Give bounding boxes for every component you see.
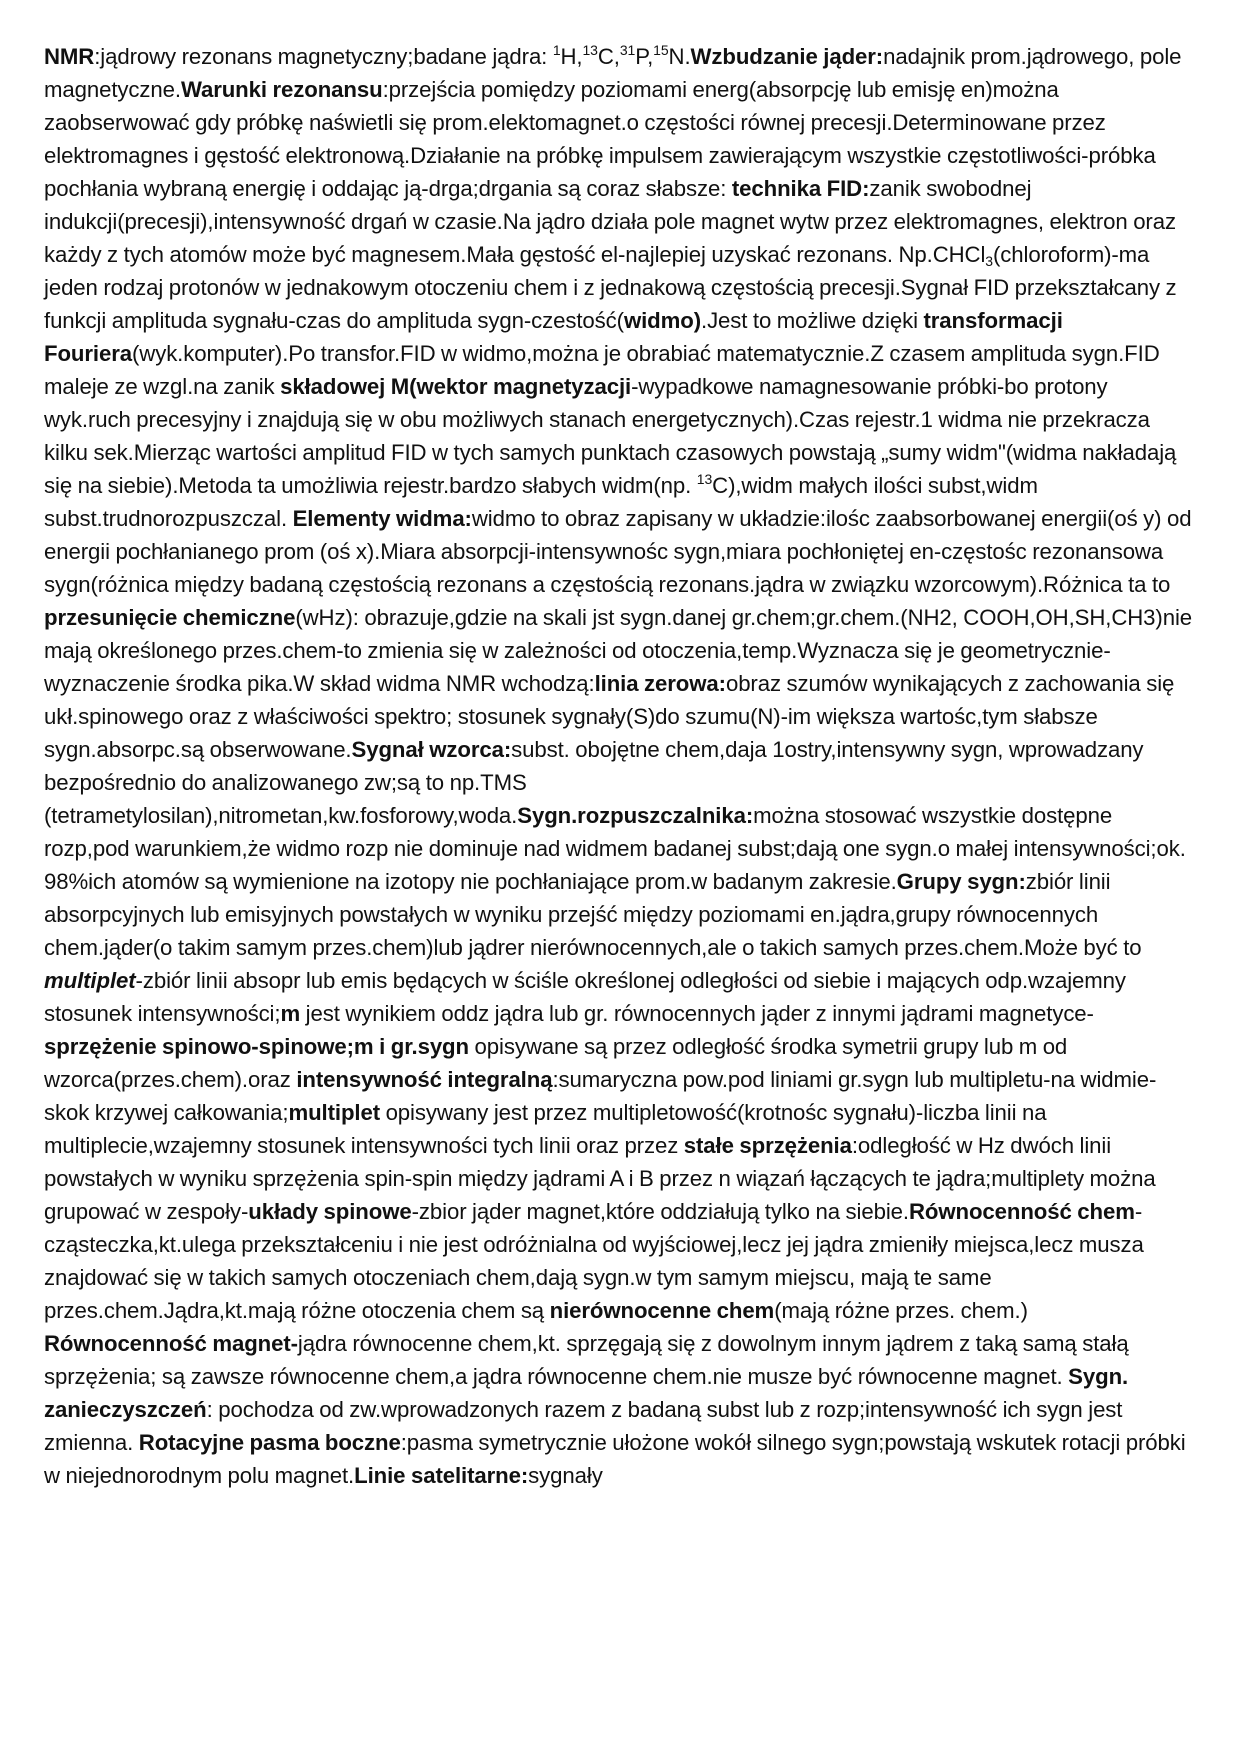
- bold-term: stałe sprzężenia: [683, 1133, 852, 1158]
- bold-term: składowej M(wektor magnetyzacji: [280, 374, 632, 399]
- document-body-text: [44, 40, 1196, 1492]
- text-run: opisywany jest przez multipletowość(krotnośc sygnału)-liczba linii na multiplecie,wzajemny stosunek intensywności tych linii oraz przez: [44, 1100, 1047, 1158]
- text-run: N.: [668, 44, 691, 69]
- text-run: :pasma symetrycznie ułożone wokół silnego sygn;powstają wskutek rotacji próbki w niejednorodnym polu magnet.: [44, 1430, 1186, 1488]
- text-run: (wHz): obrazuje,gdzie na skali jst sygn.danej gr.chem;gr.chem.(NH2, COOH,OH,SH,CH3)nie mają określonego przes.chem-to zmienia się w zależności od otoczenia,temp.Wyznacza się je geometrycznie-wyznaczenie środka pika.W skład widma NMR wchodzą:: [44, 605, 1193, 696]
- text-run: :przejścia pomiędzy poziomami energ(absorpcję lub emisję en)można zaobserwować gdy próbkę naświetli się prom.elektomagnet.o częstości równej precesji.Determinowane przez elektromagnes i gęstość elektronową.Działanie na próbkę impulsem zawierającym wszystkie częstotliwości-próbka pochłania wybraną energię i oddając ją-drga;drgania są coraz słabsze:: [44, 77, 1156, 201]
- text-run: -zbiór linii absopr lub emis będących w ściśle określonej odległości od siebie i mających odp.wzajemny stosunek intensywności;: [44, 968, 1126, 1026]
- text-run: :sumaryczna pow.pod liniami gr.sygn lub multipletu-na widmie-skok krzywej całkowania;: [44, 1067, 1157, 1125]
- superscript: 31: [619, 42, 636, 58]
- bold-term: linia zerowa:: [594, 671, 726, 696]
- bold-term: Równocenność magnet-: [44, 1331, 298, 1356]
- bold-term: Linie satelitarne:: [354, 1463, 529, 1488]
- text-run: .Jest to możliwe dzięki: [701, 308, 924, 333]
- bold-term: nierównocenne chem: [549, 1298, 775, 1323]
- text-run: zbiór linii absorpcyjnych lub emisyjnych powstałych w wyniku przejść między poziomami en.jądra,grupy równocennych chem.jąder(o takim samym przes.chem)lub jądrer nierównocennych,ale o takich samych przes.chem.Może być to: [44, 869, 1142, 960]
- bold-term: Sygnał wzorca:: [351, 737, 512, 762]
- bold-italic-term: multiplet: [44, 968, 136, 993]
- bold-term: Warunki rezonansu: [180, 77, 383, 102]
- bold-term: układy spinowe: [248, 1199, 412, 1224]
- bold-term: m: [280, 1001, 301, 1026]
- bold-term: sprzężenie spinowo-spinowe;m i gr.sygn: [44, 1034, 469, 1059]
- text-run: subst. obojętne chem,daja 1ostry,intensywny sygn, wprowadzany bezpośrednio do analizowanego zw;są to np.TMS (tetrametylosilan),nitrometan,kw.fosforowy,woda.: [44, 737, 1144, 828]
- text-run: obraz szumów wynikających z zachowania się ukł.spinowego oraz z właściwości spektro; stosunek sygnały(S)do szumu(N)-im większa wartośc,tym słabsze sygn.absorpc.są obserwowane.: [44, 671, 1175, 762]
- text-run: widmo to obraz zapisany w układzie:ilośc zaabsorbowanej energii(oś y) od energii pochłanianego prom (oś x).Miara absorpcji-intensywnośc sygn,miara pochłoniętej en-częstośc rezonansowa sygn(różnica między badaną częstością rezonans a częstością rezonans.jądra w związku wzorcowym).Różnica ta to: [44, 506, 1192, 597]
- bold-term: Sygn. zanieczyszczeń: [44, 1364, 1129, 1422]
- text-run: :jądrowy rezonans magnetyczny;badane jądra:: [94, 44, 553, 69]
- text-run: zanik swobodnej indukcji(precesji),intensywność drgań w czasie.Na jądro działa pole magnet wytw przez elektromagnes, elektron oraz każdy z tych atomów może być magnesem.Mała gęstość el-najlepiej uzyskać rezonans. Np.CHCl: [44, 176, 1176, 267]
- text-run: C,: [597, 44, 620, 69]
- text-run: :odległość w Hz dwóch linii powstałych w wyniku sprzężenia spin-spin między jądrami A i B przez n wiązań łączących te jądra;multiplety można grupować w zespoły-: [44, 1133, 1156, 1224]
- text-run: P,: [635, 44, 654, 69]
- text-run: sygnały: [528, 1463, 603, 1488]
- text-run: opisywane są przez odległość środka symetrii grupy lub m od wzorca(przes.chem).oraz: [44, 1034, 1068, 1092]
- text-run: jądra równocenne chem,kt. sprzęgają się z dowolnym innym jądrem z taką samą stałą sprzężenia; są zawsze równocenne chem,a jądra równocenne chem.nie musze być równocenne magnet.: [44, 1331, 1129, 1389]
- bold-term: Grupy sygn:: [896, 869, 1026, 894]
- bold-term: widmo): [623, 308, 701, 333]
- superscript: 13: [582, 42, 598, 58]
- text-run: C),widm małych ilości subst,widm subst.trudnorozpuszczal.: [44, 473, 1038, 531]
- text-run: -wypadkowe namagnesowanie próbki-bo protony wyk.ruch precesyjny i znajdują się w obu możliwych stanach energetycznych).Czas rejestr.1 widma nie przekracza kilku sek.Mierząc wartości amplitud FID w tych samych punktach czasowych powstają „sumy widm"(widma nakładają się na siebie).Metoda ta umożliwia rejestr.bardzo słabych widm(np.: [44, 374, 1177, 498]
- subscript: 3: [985, 253, 993, 269]
- text-run: można stosować wszystkie dostępne rozp,pod warunkiem,że widmo rozp nie dominuje nad widmem badanej subst;dają one sygn.o małej intensywności;ok. 98%ich atomów są wymienione na izotopy nie pochłaniające prom.w badanym zakresie.: [44, 803, 1186, 894]
- text-run: nadajnik prom.jądrowego, pole magnetyczne.: [44, 44, 1182, 102]
- bold-term: Rotacyjne pasma boczne: [138, 1430, 401, 1455]
- bold-term: Równocenność chem: [908, 1199, 1135, 1224]
- bold-term: Elementy widma:: [292, 506, 472, 531]
- text-run: H,: [560, 44, 583, 69]
- bold-term: multiplet: [288, 1100, 380, 1125]
- superscript: 1: [552, 42, 561, 58]
- text-run: -cząsteczka,kt.ulega przekształceniu i nie jest odróżnialna od wyjściowej,lecz jej jądra zmieniły miejsca,lecz musza znajdować się w takich samych otoczeniach chem,dają sygn.w tym samym miejscu, mają te same przes.chem.Jądra,kt.mają różne otoczenia chem są: [44, 1199, 1144, 1323]
- bold-term: transformacji Fouriera: [44, 308, 1063, 366]
- superscript: 13: [696, 471, 713, 487]
- text-run: (mają różne przes. chem.): [774, 1298, 1028, 1323]
- text-run: jest wynikiem oddz jądra lub gr. równocennych jąder z innymi jądrami magnetyce-: [300, 1001, 1094, 1026]
- bold-term: intensywność integralną: [296, 1067, 553, 1092]
- text-run: (wyk.komputer).Po transfor.FID w widmo,można je obrabiać matematycznie.Z czasem amplituda sygn.FID maleje ze wzgl.na zanik: [44, 341, 1160, 399]
- bold-term: przesunięcie chemiczne: [44, 605, 296, 630]
- bold-term: technika FID:: [731, 176, 870, 201]
- text-run: -zbior jąder magnet,które oddziałują tylko na siebie.: [411, 1199, 909, 1224]
- text-run: (chloroform)-ma jeden rodzaj protonów w jednakowym otoczeniu chem i z jednakową częstością precesji.Sygnał FID przekształcany z funkcji amplituda sygnału-czas do amplituda sygn-czestość(: [44, 242, 1177, 333]
- bold-term: Sygn.rozpuszczalnika:: [517, 803, 754, 828]
- text-run: : pochodza od zw.wprowadzonych razem z badaną subst lub z rozp;intensywność ich sygn jest zmienna.: [44, 1397, 1123, 1455]
- superscript: 15: [653, 42, 669, 58]
- bold-term: NMR: [44, 44, 95, 69]
- bold-term: Wzbudzanie jąder:: [690, 44, 884, 69]
